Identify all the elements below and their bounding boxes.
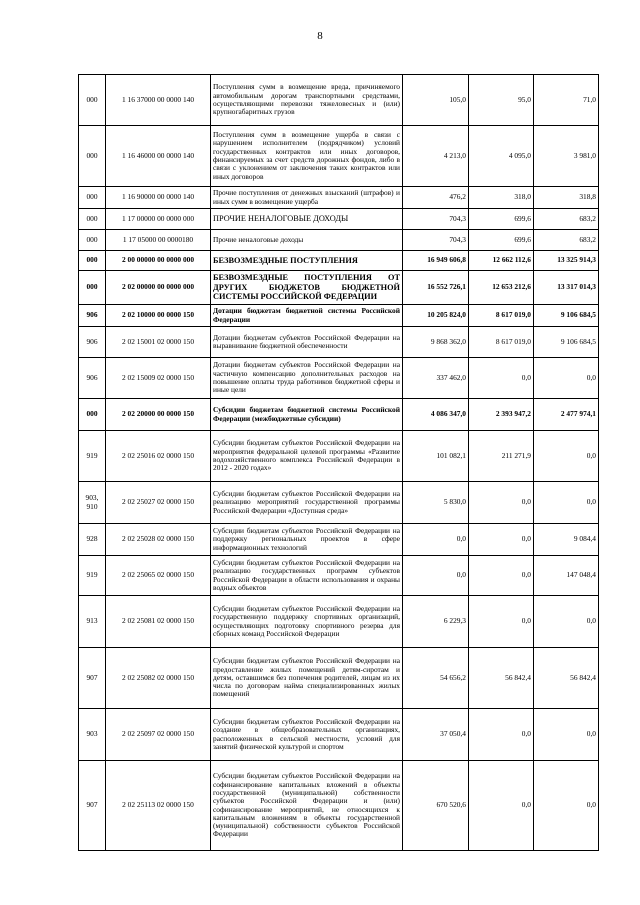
revenue-name-cell: Субсидии бюджетам субъектов Российской Федерации на государственную поддержку спортивных организаций, осуществляющих подготовку спортивного резерва для сборных команд Российской Федерации [211,596,403,648]
amount-year1-cell: 54 656,2 [403,648,469,709]
admin-code-cell: 000 [79,399,106,431]
admin-code-cell: 906 [79,305,106,327]
revenue-name-cell: Прочие поступления от денежных взысканий (штрафов) и иных сумм в возмещение ущерба [211,187,403,209]
amount-year3-cell: 13 325 914,3 [534,251,599,271]
amount-year2-cell: 2 393 947,2 [469,399,534,431]
amount-year2-cell: 0,0 [469,709,534,761]
amount-year2-cell: 318,0 [469,187,534,209]
amount-year3-cell: 0,0 [534,709,599,761]
revenue-name-cell: Субсидии бюджетам субъектов Российской Федерации на создание в общеобразовательных организациях, расположенных в сельской местности, условий для занятий физической культурой и спортом [211,709,403,761]
admin-code-cell: 913 [79,596,106,648]
amount-year2-cell: 8 617 019,0 [469,305,534,327]
amount-year2-cell: 0,0 [469,556,534,596]
budget-classification-code-cell: 2 02 25113 02 0000 150 [106,761,211,851]
amount-year1-cell: 476,2 [403,187,469,209]
table-row [79,709,599,761]
budget-classification-code-cell: 1 16 46000 00 0000 140 [106,126,211,187]
admin-code-cell: 919 [79,556,106,596]
revenue-name-cell: Субсидии бюджетам субъектов Российской Федерации на реализацию государственных программ субъектов Российской Федерации в области использования и охраны водных объектов [211,556,403,596]
revenue-name-cell: Субсидии бюджетам субъектов Российской Федерации на софинансирование капитальных вложений в объекты государственной (муниципальной) собственности субъектов Российской Федерации и (или) софинансирование мероприятий, не относящихся к капитальным вложениям в объекты государственной (муниципальной) собственности субъектов Российской Федерации [211,761,403,851]
budget-classification-code-cell: 2 02 20000 00 0000 150 [106,399,211,431]
amount-year3-cell: 0,0 [534,596,599,648]
table-row [79,305,599,327]
amount-year3-cell: 9 106 684,5 [534,327,599,358]
amount-year3-cell: 56 842,4 [534,648,599,709]
table-row [79,230,599,251]
revenue-name-cell: БЕЗВОЗМЕЗДНЫЕ ПОСТУПЛЕНИЯ ОТ ДРУГИХ БЮДЖЕТОВ БЮДЖЕТНОЙ СИСТЕМЫ РОССИЙСКОЙ ФЕДЕРАЦИИ [211,271,403,305]
budget-classification-code-cell: 2 02 25065 02 0000 150 [106,556,211,596]
budget-classification-code-cell: 2 02 25027 02 0000 150 [106,482,211,524]
amount-year1-cell: 4 086 347,0 [403,399,469,431]
budget-classification-code-cell: 2 02 25097 02 0000 150 [106,709,211,761]
budget-classification-code-cell: 1 16 90000 00 0000 140 [106,187,211,209]
amount-year2-cell: 0,0 [469,596,534,648]
admin-code-cell: 903, 910 [79,482,106,524]
table-row [79,556,599,596]
amount-year3-cell: 0,0 [534,358,599,399]
amount-year2-cell: 56 842,4 [469,648,534,709]
amount-year3-cell: 683,2 [534,209,599,230]
amount-year2-cell: 12 662 112,6 [469,251,534,271]
amount-year3-cell: 13 317 014,3 [534,271,599,305]
amount-year1-cell: 704,3 [403,209,469,230]
amount-year2-cell: 0,0 [469,482,534,524]
amount-year1-cell: 0,0 [403,556,469,596]
amount-year1-cell: 4 213,0 [403,126,469,187]
revenue-name-cell: БЕЗВОЗМЕЗДНЫЕ ПОСТУПЛЕНИЯ [211,251,403,271]
table-row [79,524,599,556]
admin-code-cell: 000 [79,230,106,251]
revenue-name-cell: Поступления сумм в возмещение ущерба в связи с нарушением исполнителем (подрядчиком) условий государственных контрактов или иных договоров, финансируемых за счет средств дорожных фондов, либо в связи с уклонением от заключения таких контрактов или иных договоров [211,126,403,187]
amount-year1-cell: 37 050,4 [403,709,469,761]
amount-year3-cell: 0,0 [534,482,599,524]
admin-code-cell: 000 [79,126,106,187]
amount-year1-cell: 16 949 606,8 [403,251,469,271]
revenue-name-cell: Прочие неналоговые доходы [211,230,403,251]
amount-year1-cell: 704,3 [403,230,469,251]
amount-year1-cell: 9 868 362,0 [403,327,469,358]
amount-year2-cell: 699,6 [469,230,534,251]
revenue-name-cell: Поступления сумм в возмещение вреда, причиняемого автомобильным дорогам транспортными средствами, осуществляющими перевозки тяжеловесных и (или) крупногабаритных грузов [211,75,403,126]
budget-classification-code-cell: 1 17 05000 00 0000180 [106,230,211,251]
budget-classification-code-cell: 1 17 00000 00 0000 000 [106,209,211,230]
budget-classification-code-cell: 2 02 15001 02 0000 150 [106,327,211,358]
admin-code-cell: 903 [79,709,106,761]
amount-year3-cell: 683,2 [534,230,599,251]
amount-year3-cell: 0,0 [534,761,599,851]
admin-code-cell: 907 [79,648,106,709]
budget-classification-code-cell: 2 02 00000 00 0000 000 [106,271,211,305]
table-row [79,209,599,230]
amount-year1-cell: 670 520,6 [403,761,469,851]
amount-year2-cell: 699,6 [469,209,534,230]
table-body [79,75,599,851]
amount-year2-cell: 0,0 [469,524,534,556]
amount-year1-cell: 101 082,1 [403,431,469,482]
admin-code-cell: 928 [79,524,106,556]
amount-year1-cell: 6 229,3 [403,596,469,648]
admin-code-cell: 919 [79,431,106,482]
table-row [79,358,599,399]
revenue-name-cell: Субсидии бюджетам субъектов Российской Федерации на предоставление жилых помещений детям-сиротам и детям, оставшимся без попечения родителей, лицам из их числа по договорам найма специализированных жилых помещений [211,648,403,709]
table-row [79,251,599,271]
table-row [79,596,599,648]
budget-classification-code-cell: 2 02 15009 02 0000 150 [106,358,211,399]
amount-year2-cell: 0,0 [469,761,534,851]
amount-year3-cell: 9 084,4 [534,524,599,556]
admin-code-cell: 000 [79,251,106,271]
admin-code-cell: 000 [79,271,106,305]
admin-code-cell: 906 [79,327,106,358]
table-row [79,431,599,482]
budget-classification-code-cell: 2 00 00000 00 0000 000 [106,251,211,271]
amount-year1-cell: 5 830,0 [403,482,469,524]
budget-classification-code-cell: 2 02 25082 02 0000 150 [106,648,211,709]
revenue-name-cell: Субсидии бюджетам бюджетной системы Российской Федерации (межбюджетные субсидии) [211,399,403,431]
amount-year3-cell: 2 477 974,1 [534,399,599,431]
table-row [79,648,599,709]
amount-year2-cell: 211 271,9 [469,431,534,482]
revenue-name-cell: Субсидии бюджетам субъектов Российской Федерации на поддержку региональных проектов в сфере информационных технологий [211,524,403,556]
table-row [79,761,599,851]
amount-year1-cell: 0,0 [403,524,469,556]
amount-year2-cell: 0,0 [469,358,534,399]
amount-year1-cell: 10 205 824,0 [403,305,469,327]
admin-code-cell: 907 [79,761,106,851]
revenue-name-cell: ПРОЧИЕ НЕНАЛОГОВЫЕ ДОХОДЫ [211,209,403,230]
amount-year2-cell: 8 617 019,0 [469,327,534,358]
table-row [79,271,599,305]
page-number: 8 [317,30,323,42]
table-row [79,399,599,431]
amount-year3-cell: 147 048,4 [534,556,599,596]
amount-year3-cell: 3 981,0 [534,126,599,187]
amount-year2-cell: 12 653 212,6 [469,271,534,305]
amount-year3-cell: 71,0 [534,75,599,126]
table-row [79,482,599,524]
admin-code-cell: 906 [79,358,106,399]
budget-classification-code-cell: 2 02 10000 00 0000 150 [106,305,211,327]
revenue-name-cell: Дотации бюджетам бюджетной системы Российской Федерации [211,305,403,327]
revenue-name-cell: Субсидии бюджетам субъектов Российской Федерации на мероприятия федеральной целевой программы «Развитие водохозяйственного комплекса Российской Федерации в 2012 - 2020 годах» [211,431,403,482]
amount-year3-cell: 9 106 684,5 [534,305,599,327]
amount-year1-cell: 105,0 [403,75,469,126]
table-row [79,327,599,358]
admin-code-cell: 000 [79,209,106,230]
revenue-name-cell: Дотации бюджетам субъектов Российской Федерации на выравнивание бюджетной обеспеченности [211,327,403,358]
table-row [79,126,599,187]
amount-year2-cell: 4 095,0 [469,126,534,187]
amount-year2-cell: 95,0 [469,75,534,126]
budget-classification-code-cell: 1 16 37000 00 0000 140 [106,75,211,126]
budget-classification-code-cell: 2 02 25028 02 0000 150 [106,524,211,556]
revenue-name-cell: Дотации бюджетам субъектов Российской Федерации на частичную компенсацию дополнительных расходов на повышение оплаты труда работников бюджетной сферы и иные цели [211,358,403,399]
admin-code-cell: 000 [79,75,106,126]
table-row [79,75,599,126]
revenue-name-cell: Субсидии бюджетам субъектов Российской Федерации на реализацию мероприятий государственной программы Российской Федерации «Доступная среда» [211,482,403,524]
revenue-table [78,74,599,851]
admin-code-cell: 000 [79,187,106,209]
budget-classification-code-cell: 2 02 25016 02 0000 150 [106,431,211,482]
amount-year3-cell: 318,8 [534,187,599,209]
budget-classification-code-cell: 2 02 25081 02 0000 150 [106,596,211,648]
amount-year1-cell: 16 552 726,1 [403,271,469,305]
amount-year3-cell: 0,0 [534,431,599,482]
table-row [79,187,599,209]
amount-year1-cell: 337 462,0 [403,358,469,399]
